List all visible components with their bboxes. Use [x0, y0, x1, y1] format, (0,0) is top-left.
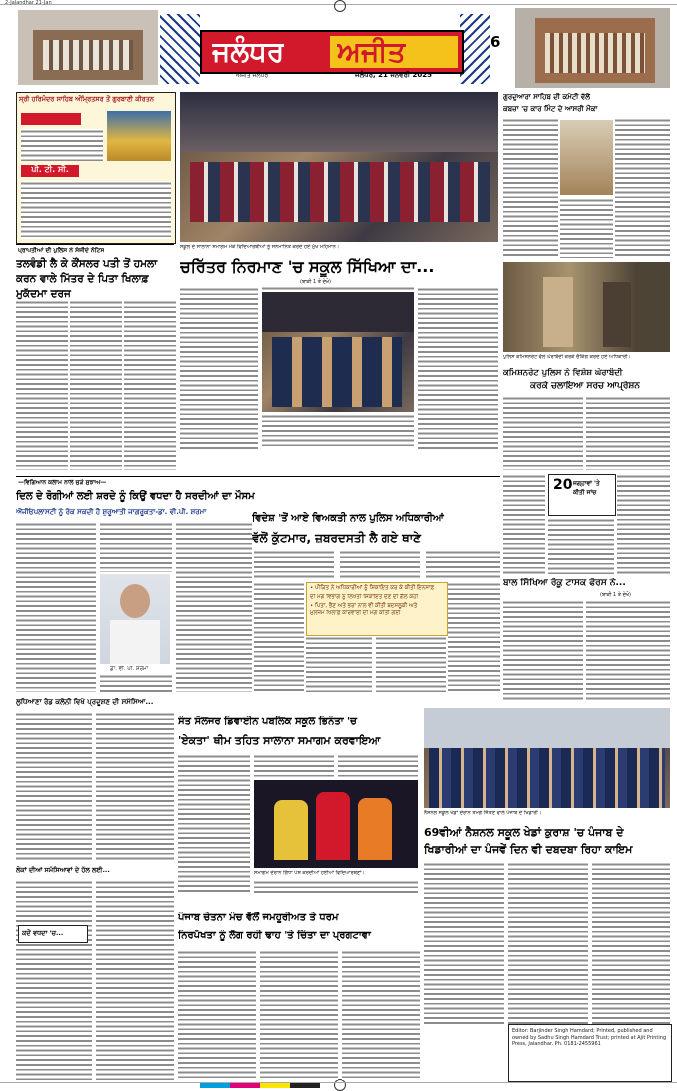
left-col2 — [96, 880, 174, 1080]
crop-line-bottom — [0, 1082, 677, 1083]
box-20-places — [548, 474, 616, 516]
sant-dance-photo — [254, 780, 418, 868]
right-top-head2: ਕਬਜ਼ਾ 'ਚ ਕਾਰ ਮਿੰਟ ਦੇ ਆਸਰੀ ਮੌਕਾ — [503, 105, 598, 113]
police-col1 — [503, 396, 583, 470]
main-group-photo — [180, 92, 498, 242]
mid-col2-bottom — [100, 674, 172, 692]
masthead-building-right — [515, 8, 670, 88]
print-info: 2-Jalandhar 21-Jan — [5, 0, 52, 6]
vishesh-headline1: ਵਿਦੇਸ਼ 'ਤੋਂ ਆਏ ਵਿਅਕਤੀ ਨਾਲ ਪੁਲਿਸ ਅਧਿਕਾਰੀਆਂ — [252, 513, 444, 524]
sant-col1 — [178, 754, 250, 894]
police-headline2: ਕਰਕੇ ਚਲਾਇਆ ਸਰਚ ਆਪ੍ਰੇਸ਼ਨ — [530, 381, 641, 391]
right-top-col2 — [560, 198, 613, 258]
masthead-subtitle: ਅਜੀਤ ਜਲੰਧਰ — [236, 72, 269, 79]
rule — [16, 244, 174, 245]
bal-col1 — [503, 600, 583, 700]
imprint-text: Editor: Barjinder Singh Hamdard; Printed, published and owned by Sadhu Singh Hamdard Trust; printed at Ajit Printing Press, Jalandhar. Ph. 0181-2455961 — [512, 1028, 667, 1047]
masthead-building-photo — [18, 10, 158, 85]
masthead-pattern-right — [460, 14, 490, 84]
sports-caption: ਨੈਸ਼ਨਲ ਸਕੂਲ ਖੇਡਾਂ ਦੌਰਾਨ ਤਮਗੇ ਜਿੱਤਣ ਵਾਲੇ ਪੰਜਾਬ ਦੇ ਖਿਡਾਰੀ। — [424, 810, 542, 816]
main-headline: ਚਰਿੱਤਰ ਨਿਰਮਾਣ 'ਚ ਸਕੂਲ ਸਿੱਖਿਆ ਦਾ... — [180, 257, 435, 276]
sant-col2-bottom — [254, 880, 418, 894]
bal-shesh: (ਬਾਕੀ 1 ਤੇ ਦੇਖੋ) — [600, 592, 631, 598]
bal-col2 — [586, 600, 670, 700]
vishesh-col3-top — [426, 550, 500, 580]
vishesh-col2-top — [340, 550, 420, 580]
punjab-headline2: ਨਿਰਪੱਖਤਾ ਨੂੰ ਲੱਗ ਰਹੀ ਢਾਹ 'ਤੇ ਚਿੰਤਾ ਦਾ ਪ੍ਰਗਟਾਵਾ — [178, 930, 371, 941]
masthead-pattern-left — [160, 14, 200, 84]
sports-team-photo — [424, 708, 670, 808]
vishesh-col4 — [448, 582, 500, 692]
registration-mark-bottom — [334, 1079, 346, 1091]
left-small-head: ਲੋਕਾਂ ਦੀਆਂ ਸਮੱਸਿਆਵਾਂ ਦੇ ਹੱਲ ਲਈ... — [16, 866, 110, 874]
vishesh-col1-top — [254, 550, 334, 580]
box-jagah: ਜਗ੍ਹਾਵਾਂ 'ਤੇ ਕੀਤੀ ਜਾਂਚ — [573, 480, 600, 496]
a1-col2 — [70, 300, 122, 470]
vishesh-col3 — [376, 636, 446, 692]
bal-headline: ਬਾਲ ਸਿੱਖਿਆ ਰੋਕੂ ਟਾਸਕ ਫੋਰਸ ਨੇ... — [503, 578, 626, 588]
left-box-text: ਕਦੋਂ ਵਧਦਾ 'ਚ... — [22, 929, 64, 937]
ad-title: ਸ੍ਰੀ ਹਰਿਮੰਦਰ ਸਾਹਿਬ ਅੰਮ੍ਰਿਤਸਰ ਤੋਂ ਗੁਰਬਾਣੀ ਕੀਰਤਨ — [19, 95, 154, 103]
ad-channel: ਪੀ. ਟੀ. ਸੀ. — [21, 165, 79, 177]
main-col1 — [180, 287, 258, 449]
vishesh-bullet-4: ਮੁਲਜ਼ਮ ਖਿਲਾਫ਼ ਕਾਰਵਾਈ ਦੀ ਮੰਗ ਕੀਤੀ ਗਈ — [310, 610, 401, 616]
color-bar — [200, 1083, 320, 1088]
police-photo — [503, 262, 670, 352]
a1-kicker: ਪ੍ਰਾਪਤੀਆਂ ਦੀ ਪੁਲਿਸ ਨੇ ਸੰਜੀਦੇ ਨੋਟਿਸ — [18, 247, 105, 254]
right-top-col3 — [615, 118, 670, 258]
left-col1 — [16, 880, 92, 1080]
box-20: 20 — [553, 477, 573, 493]
sant-headline2: 'ਏਕਤਾ' ਥੀਮ ਤਹਿਤ ਸਾਲਾਨਾ ਸਮਾਗਮ ਕਰਵਾਇਆ — [178, 734, 381, 747]
imprint-box — [508, 1024, 672, 1082]
main-shesh: (ਬਾਕੀ 1 ਤੇ ਦੇਖੋ) — [300, 279, 331, 285]
page-number: 6 — [490, 33, 501, 51]
punjab-col1 — [178, 950, 256, 1080]
police-headline1: ਕਮਿਸ਼ਨਰੇਟ ਪੁਲਿਸ ਨੇ ਵਿਸ਼ੇਸ਼ ਘੇਰਾਬੰਦੀ — [503, 368, 623, 378]
sports-col3 — [592, 862, 670, 1024]
a1-headline: ਤਲਵੰਡੀ ਲੈ ਕੇ ਕੌਂਸਲਰ ਪਤੀ ਤੋਂ ਹਮਲਾ ਕਰਨ ਵਾਲੇ ਮਿੱਤਰ ਦੇ ਪਿਤਾ ਖਿਲਾਫ਼ ਮੁਕੱਦਮਾ ਦਰਜ — [16, 258, 158, 300]
main-col-top — [262, 286, 414, 291]
police-col3b — [617, 474, 670, 574]
sant-col2-top — [254, 754, 334, 778]
ad-schedule — [21, 181, 171, 239]
rule — [16, 476, 500, 477]
masthead-title-left: ਜਲੰਧਰ — [212, 35, 285, 68]
doctor-photo — [100, 574, 170, 664]
main-photo-2 — [262, 292, 414, 412]
vishesh-col1 — [254, 582, 304, 692]
masthead-title-right: ਅਜੀਤ — [337, 35, 406, 68]
sant-headline1: ਸੰਤ ਸੋਲਜਰ ਡਿਵਾਈਨ ਪਬਲਿਕ ਸਕੂਲ ਭਿਨੰਤਾ 'ਚ — [178, 716, 357, 727]
sports-headline1: 69ਵੀਆਂ ਨੈਸ਼ਨਲ ਸਕੂਲ ਖੇਡਾਂ ਕੁਰਾਸ਼ 'ਚ ਪੰਜਾਬ ਦੇ — [424, 826, 624, 839]
mid-headline: ਦਿਲ ਦੇ ਰੋਗੀਆਂ ਲਈ ਸ਼ਰਦੇ ਨੂੰ ਕਿਉਂ ਵਧਦਾ ਹੈ ਸਰਦੀਆਂ ਦਾ ਮੌਸਮ — [16, 491, 255, 502]
sant-col3-top — [338, 754, 418, 778]
ad-gurbani-kirtan — [16, 92, 176, 244]
police-col2 — [586, 396, 670, 470]
main-col2-bottom — [262, 414, 414, 449]
main-col3 — [418, 287, 498, 449]
vishesh-col2 — [306, 636, 372, 692]
left-box — [18, 925, 88, 943]
sports-col2 — [508, 862, 588, 1024]
golden-temple-image — [107, 111, 171, 161]
mid-kicker: —ਵਿਗਿਆਨ ਕਲਾਮ ਨਾਲ ਜੁੜੇ ਸੁਝਾਅ— — [18, 479, 107, 486]
right-top-head1: ਗੁਰਦੁਆਰਾ ਸਾਹਿਬ ਦੀ ਕਮੇਟੀ ਵੱਲੋਂ — [503, 93, 590, 101]
vishesh-bullet-3: • ਪਿਤਾ, ਭੈਣ ਅਤੇ ਭਰਾ ਨਾਲ ਵੀ ਕੀਤੀ ਬਦਸਲੂਕੀ ਅਤੇ — [310, 603, 418, 609]
vishesh-bullet-1: • ਪੀੜਿਤ ਨੇ ਅਧਿਕਾਰੀਆਂ ਨੂੰ ਸ਼ਿਕਾਇਤ ਕਰ ਕੇ ਕੀਤੀ ਇਨਸਾਫ਼ — [310, 585, 435, 591]
police-col2b — [548, 518, 614, 574]
a1-col1 — [16, 300, 68, 470]
sports-headline2: ਖਿਡਾਰੀਆਂ ਦਾ ਪੰਜਵੇਂ ਦਿਨ ਵੀ ਦਬਦਬਾ ਰਿਹਾ ਕਾਇਮ — [424, 843, 633, 856]
police-col1b — [503, 474, 545, 574]
ludhiana-col1 — [16, 712, 92, 862]
vishesh-headline2: ਵੱਲੋਂ ਕੁੱਟਮਾਰ, ਜ਼ਬਰਦਸਤੀ ਲੈ ਗਏ ਥਾਣੇ — [252, 531, 421, 545]
doctor-caption: ਡਾ. ਵੀ. ਪੀ. ਸ਼ਰਮਾ — [110, 666, 149, 672]
mid-col3 — [176, 522, 252, 692]
vishesh-bullet-box — [306, 582, 448, 636]
sports-col1 — [424, 862, 504, 1024]
ad-body — [21, 129, 103, 161]
masthead-banner — [200, 30, 464, 74]
mid-col2-top — [100, 522, 172, 572]
right-building-photo — [560, 120, 613, 195]
main-photo-caption: ਸਕੂਲ ਦੇ ਸਾਲਾਨਾ ਸਮਾਗਮ ਮੌਕੇ ਵਿਦਿਆਰਥੀਆਂ ਨੂੰ ਸਨਮਾਨਿਤ ਕਰਦੇ ਹੋਏ ਮੁੱਖ ਮਹਿਮਾਨ। — [180, 244, 340, 250]
ludhiana-col2 — [96, 712, 174, 862]
mid-col1 — [16, 522, 96, 692]
sant-caption: ਸਮਾਗਮ ਦੌਰਾਨ ਗਿੱਧਾ ਪੇਸ਼ ਕਰਦੀਆਂ ਹੋਈਆਂ ਵਿਦਿਆਰਥਣਾਂ। — [254, 870, 365, 876]
mid-subhead: ਐਂਜੀਓਪਲਾਸਟੀ ਨੂੰ ਰੋਕ ਸਕਦੀ ਹੈ ਸ਼ੁਰੂਆਤੀ ਜਾਗਰੂਕਤਾ-ਡਾ. ਵੀ.ਪੀ. ਸ਼ਰਮਾ — [16, 508, 207, 516]
a1-col3 — [124, 300, 176, 470]
right-top-col1 — [503, 118, 558, 258]
ad-red-bar — [21, 113, 81, 125]
masthead-date: ਜਲੰਧਰ, 21 ਜਨਵਰੀ 2025 — [355, 71, 433, 79]
ludhiana-head: ਲੁਧਿਆਣਾ ਰੋਡ ਕਲੋਨੀ ਵਿਖੇ ਪ੍ਰਦੂਸ਼ਣ ਦੀ ਸਮੱਸਿਆ... — [16, 698, 154, 706]
punjab-col3 — [342, 950, 420, 1080]
vishesh-bullet-2: ਦੀ ਮੰਗ ਵਿਭਾਗ ਨੂੰ ਲਿਖਤੀ ਸ਼ਿਕਾਇਤ ਦੇਣ ਦੀ ਗੱਲ ਕਹੀ — [310, 594, 419, 600]
registration-mark-top — [334, 0, 346, 12]
punjab-col2 — [260, 950, 338, 1080]
police-caption: ਪੁਲਿਸ ਕਮਿਸ਼ਨਰੇਟ ਵੱਲੋਂ ਘੇਰਾਬੰਦੀ ਕਰਕੇ ਚੈਕਿੰਗ ਕਰਦੇ ਹੋਏ ਅਧਿਕਾਰੀ। — [503, 354, 631, 360]
punjab-headline1: ਪੰਜਾਬ ਚੇਤਨਾ ਮੰਚ ਵੱਲੋਂ ਜਮਹੂਰੀਅਤ ਤੇ ਧਰਮ — [178, 912, 339, 923]
